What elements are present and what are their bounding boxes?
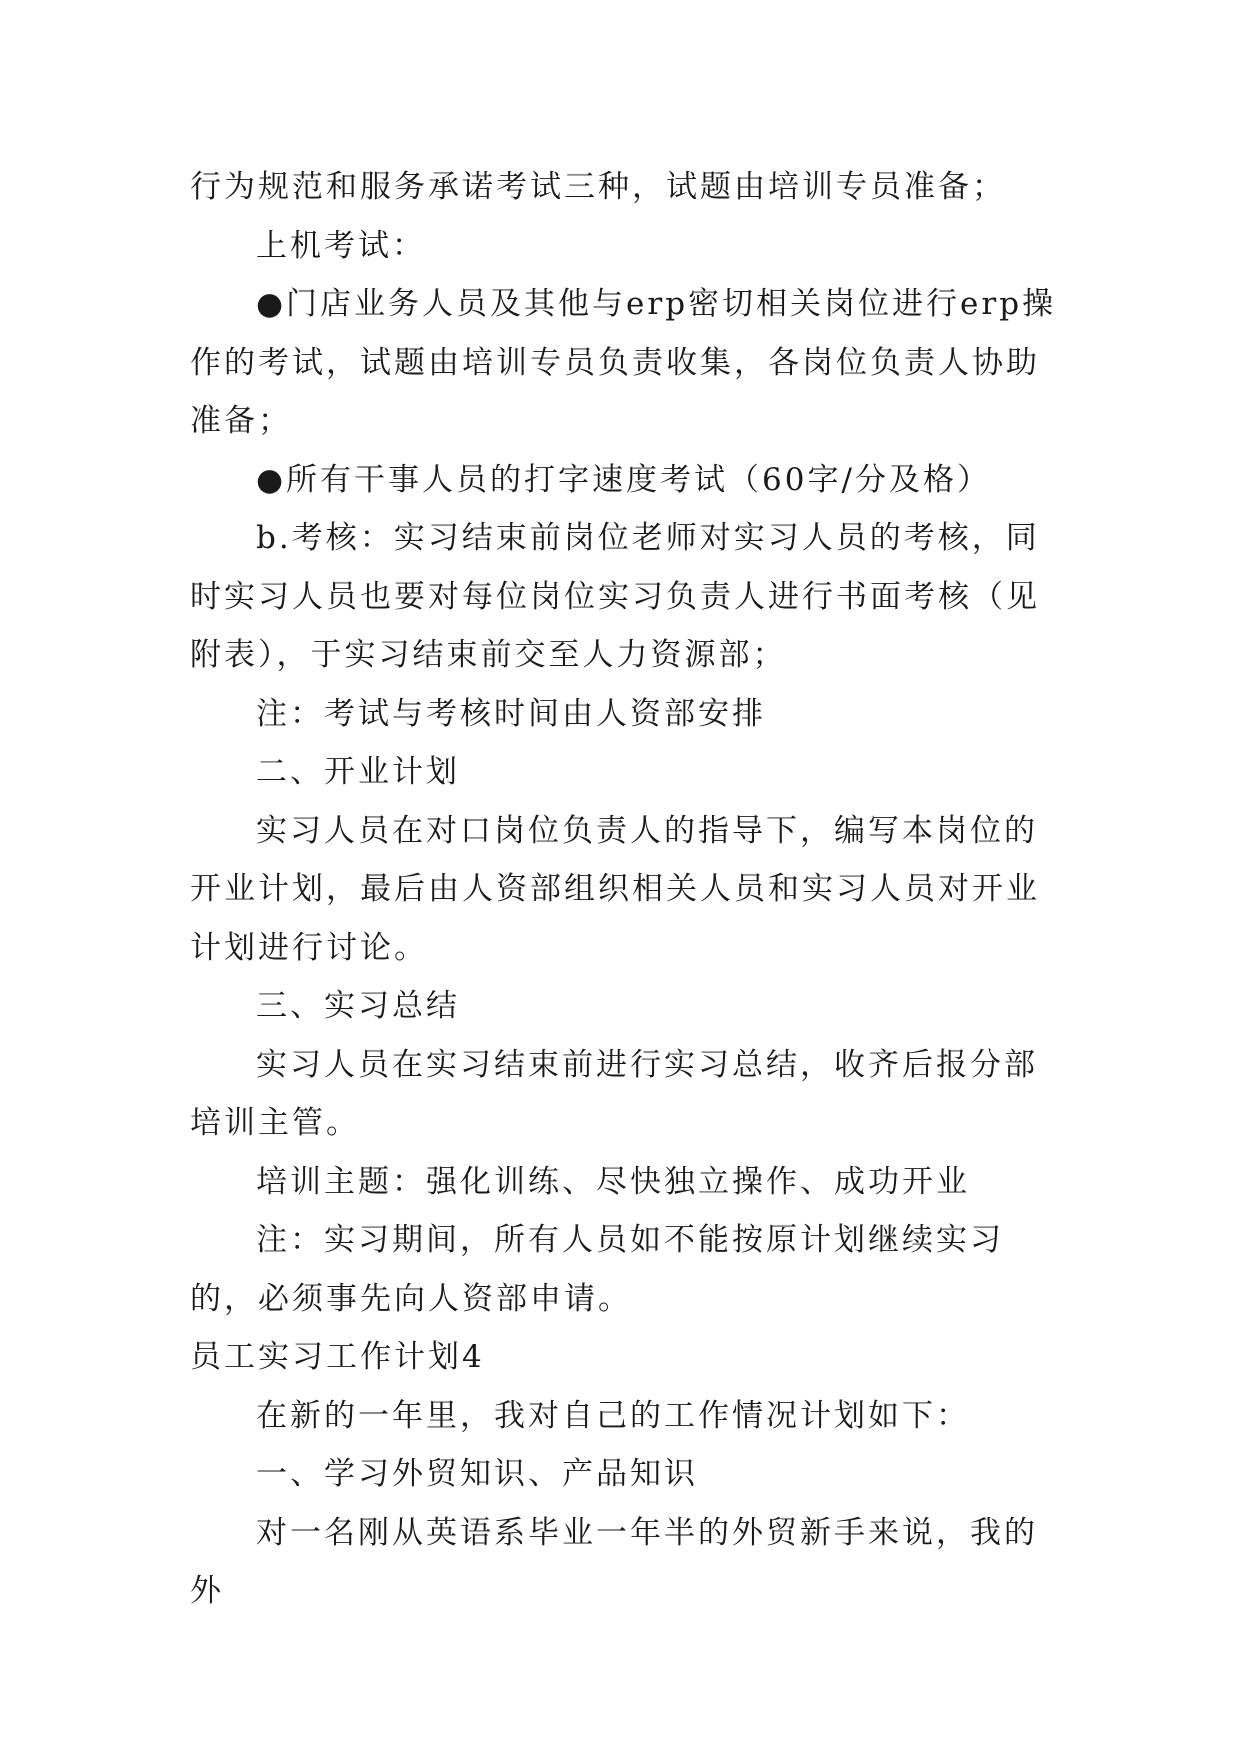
paragraph: 实习人员在实习结束前进行实习总结，收齐后报分部培训主管。 (190, 1046, 1038, 1141)
paragraph: 在新的一年里，我对自己的工作情况计划如下： (256, 1397, 970, 1434)
paragraph: ●门店业务人员及其他与erp密切相关岗位进行erp操作的考试，试题由培训专员负责收集，各岗位负责人协助准备； (190, 286, 1057, 439)
paragraph: 对一名刚从英语系毕业一年半的外贸新手来说，我的外 (190, 1514, 1038, 1609)
paragraph: 注：考试与考核时间由人资部安排 (256, 695, 766, 732)
paragraph: 行为规范和服务承诺考试三种，试题由培训专员准备； (190, 169, 1006, 205)
section-heading: 三、实习总结 (256, 988, 460, 1024)
section-heading: 一、学习外贸知识、产品知识 (256, 1456, 698, 1492)
paragraph: 培训主题：强化训练、尽快独立操作、成功开业 (256, 1163, 970, 1200)
paragraph: 上机考试： (256, 227, 426, 264)
paragraph: b.考核：实习结束前岗位老师对实习人员的考核，同时实习人员也要对每位岗位实习负责人进行书面考核（见附表），于实习结束前交至人力资源部； (190, 520, 1040, 673)
paragraph: 实习人员在对口岗位负责人的指导下，编写本岗位的开业计划，最后由人资部组织相关人员和实习人员对开业计划进行讨论。 (190, 812, 1040, 966)
paragraph: ●所有干事人员的打字速度考试（60字/分及格） (256, 461, 991, 498)
document-section-title: 员工实习工作计划4 (190, 1339, 485, 1375)
document-page (190, 158, 1070, 1621)
section-heading: 二、开业计划 (256, 754, 460, 790)
paragraph: 注：实习期间，所有人员如不能按原计划继续实习的，必须事先向人资部申请。 (190, 1222, 1004, 1317)
